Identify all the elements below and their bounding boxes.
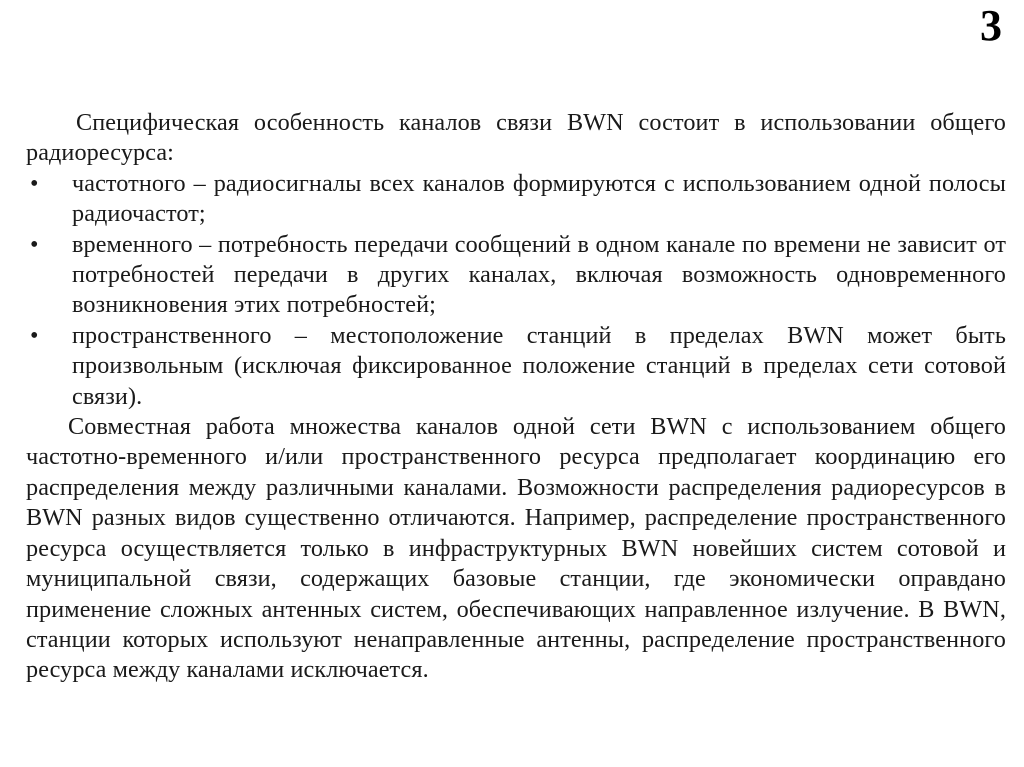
document-body (26, 108, 1006, 686)
list-item-text: временного – потребность передачи сообщений в одном канале по времени не зависит от потребностей передачи в других каналах, включая возможность одновременного возникновения этих потребностей; (72, 230, 1006, 319)
resource-list (26, 169, 1006, 412)
bullet-icon: • (30, 169, 39, 197)
bullet-icon: • (30, 321, 39, 349)
list-item-time (26, 230, 1006, 321)
body-paragraph: Совместная работа множества каналов одной сети BWN с использованием общего частотно-временного и/или пространственного ресурса предполагает координацию его распределения между различными каналами. Возможности распределения радиоресурсов в BWN разных видов существенно отличаются. Например, распределение пространственного ресурса осуществляется только в инфраструктурных BWN новейших систем сотовой и муниципальной связи, содержащих базовые станции, где экономически оправдано применение сложных антенных систем, обеспечивающих направленное излучение. В BWN, станции которых используют ненаправленные антенны, распределение пространственного ресурса между каналами исключается. (26, 413, 1006, 684)
list-item-frequency (26, 169, 1006, 230)
list-item-space (26, 321, 1006, 412)
intro-paragraph: Специфическая особенность каналов связи BWN состоит в использовании общего радиоресурса: (26, 109, 1006, 167)
bullet-icon: • (30, 230, 39, 258)
list-item-text: пространственного – местоположение станций в пределах BWN может быть произвольным (исключая фиксированное положение станций в пределах сети сотовой связи). (72, 321, 1006, 410)
list-item-text: частотного – радиосигналы всех каналов формируются с использованием одной полосы радиочастот; (72, 169, 1006, 228)
page-number: 3 (980, 1, 1002, 50)
